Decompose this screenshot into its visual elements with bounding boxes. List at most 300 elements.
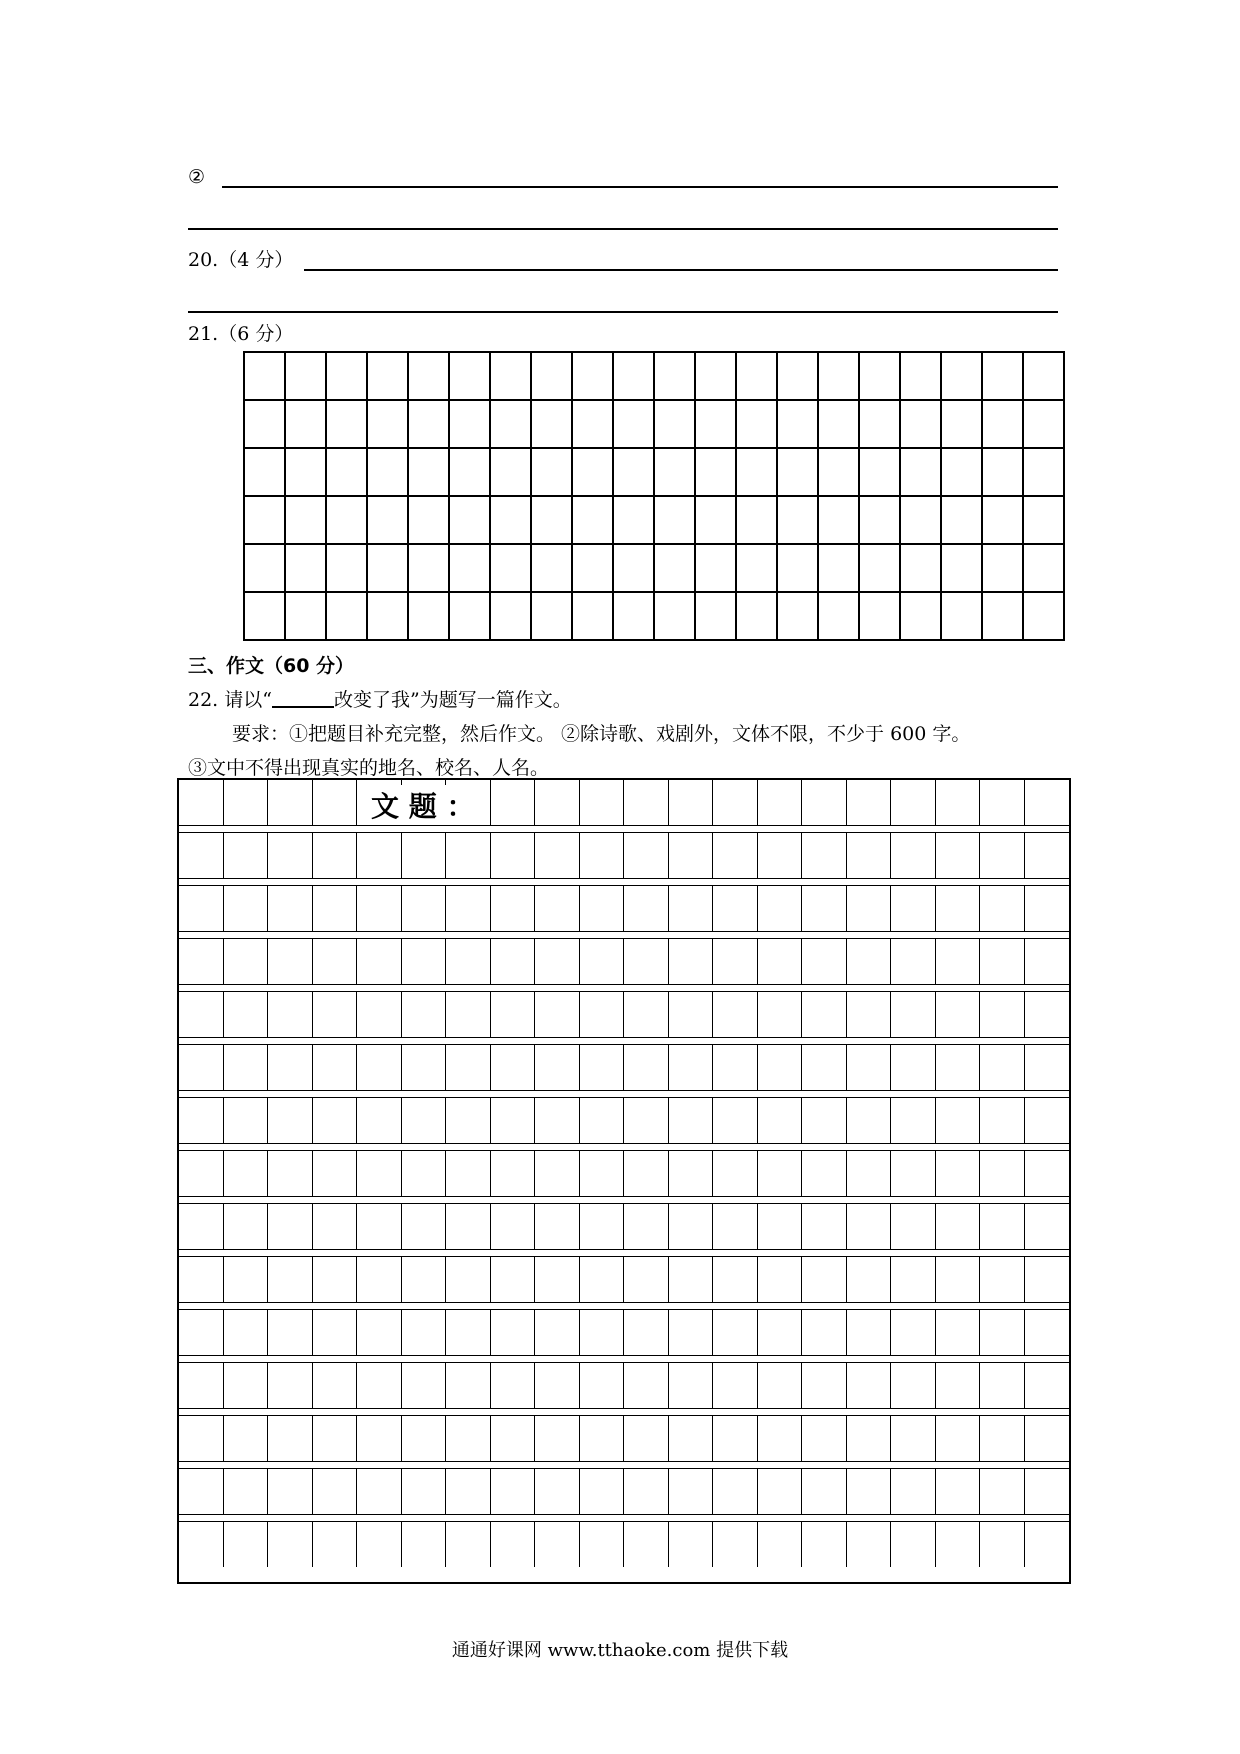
grid-cell[interactable]	[654, 592, 695, 640]
grid-cell[interactable]	[859, 352, 900, 400]
grid-cell[interactable]	[695, 400, 736, 448]
composition-cell[interactable]	[446, 1045, 491, 1090]
composition-cell[interactable]	[224, 1151, 269, 1196]
composition-cell[interactable]	[624, 939, 669, 984]
composition-cell[interactable]	[758, 992, 803, 1037]
composition-cell[interactable]	[802, 886, 847, 931]
composition-cell[interactable]	[357, 1522, 402, 1567]
composition-cell[interactable]	[624, 1363, 669, 1408]
grid-cell[interactable]	[818, 352, 859, 400]
composition-grid[interactable]	[177, 778, 1071, 1584]
composition-cell[interactable]	[402, 1363, 447, 1408]
composition-cell[interactable]	[580, 1098, 625, 1143]
composition-cell[interactable]	[402, 939, 447, 984]
composition-cell[interactable]	[491, 833, 536, 878]
composition-cell[interactable]	[980, 1204, 1025, 1249]
composition-cell[interactable]	[847, 1310, 892, 1355]
composition-cell[interactable]	[891, 992, 936, 1037]
composition-cell[interactable]	[224, 1045, 269, 1090]
composition-cell[interactable]	[491, 1045, 536, 1090]
composition-cell[interactable]	[847, 1469, 892, 1514]
grid-cell[interactable]	[285, 496, 326, 544]
composition-cell[interactable]	[268, 1098, 313, 1143]
composition-cell[interactable]	[491, 1098, 536, 1143]
composition-cell[interactable]	[268, 1257, 313, 1302]
composition-cell[interactable]	[936, 886, 981, 931]
composition-cell[interactable]	[535, 1045, 580, 1090]
composition-cell[interactable]	[402, 833, 447, 878]
grid-cell[interactable]	[285, 592, 326, 640]
composition-cell[interactable]	[402, 1469, 447, 1514]
composition-cell[interactable]	[580, 780, 625, 825]
composition-cell[interactable]	[758, 1045, 803, 1090]
composition-cell[interactable]	[535, 1522, 580, 1567]
grid-cell[interactable]	[736, 448, 777, 496]
composition-cell[interactable]	[624, 886, 669, 931]
composition-cell[interactable]	[402, 1416, 447, 1461]
grid-cell[interactable]	[531, 592, 572, 640]
composition-cell[interactable]	[980, 1469, 1025, 1514]
composition-cell[interactable]	[891, 1098, 936, 1143]
composition-cell[interactable]	[802, 1310, 847, 1355]
composition-cell[interactable]	[491, 992, 536, 1037]
composition-cell[interactable]	[268, 939, 313, 984]
composition-cell[interactable]	[313, 992, 358, 1037]
composition-cell[interactable]	[758, 1204, 803, 1249]
composition-cell[interactable]	[802, 1257, 847, 1302]
grid-cell[interactable]	[818, 400, 859, 448]
composition-cell[interactable]	[224, 833, 269, 878]
composition-cell[interactable]	[402, 1098, 447, 1143]
composition-cell[interactable]	[624, 992, 669, 1037]
composition-cell[interactable]	[179, 1416, 224, 1461]
grid-cell[interactable]	[777, 544, 818, 592]
composition-cell[interactable]	[357, 1257, 402, 1302]
composition-cell[interactable]	[535, 1257, 580, 1302]
composition-cell[interactable]	[624, 833, 669, 878]
composition-cell[interactable]	[802, 1522, 847, 1567]
composition-cell[interactable]	[491, 1151, 536, 1196]
grid-cell[interactable]	[736, 496, 777, 544]
title-blank[interactable]	[272, 688, 334, 708]
composition-cell[interactable]	[802, 1045, 847, 1090]
composition-cell[interactable]	[268, 1416, 313, 1461]
composition-cell[interactable]	[446, 886, 491, 931]
composition-cell[interactable]	[179, 1522, 224, 1567]
composition-cell[interactable]	[1025, 1151, 1070, 1196]
grid-cell[interactable]	[326, 448, 367, 496]
composition-cell[interactable]	[847, 1416, 892, 1461]
grid-cell[interactable]	[613, 352, 654, 400]
grid-cell[interactable]	[367, 544, 408, 592]
composition-cell[interactable]	[936, 1469, 981, 1514]
grid-cell[interactable]	[654, 400, 695, 448]
composition-cell[interactable]	[446, 1363, 491, 1408]
grid-cell[interactable]	[859, 544, 900, 592]
composition-cell[interactable]	[268, 780, 313, 825]
grid-cell[interactable]	[531, 352, 572, 400]
composition-cell[interactable]	[713, 886, 758, 931]
composition-cell[interactable]	[758, 1469, 803, 1514]
composition-cell[interactable]	[224, 886, 269, 931]
grid-cell[interactable]	[367, 592, 408, 640]
grid-cell[interactable]	[695, 448, 736, 496]
composition-cell[interactable]	[357, 1469, 402, 1514]
composition-cell[interactable]	[580, 939, 625, 984]
grid-cell[interactable]	[941, 352, 982, 400]
composition-cell[interactable]	[179, 1204, 224, 1249]
grid-cell[interactable]	[531, 400, 572, 448]
composition-cell[interactable]	[446, 1416, 491, 1461]
grid-cell[interactable]	[777, 352, 818, 400]
composition-cell[interactable]	[313, 780, 358, 825]
composition-cell[interactable]	[891, 1204, 936, 1249]
grid-cell[interactable]	[326, 592, 367, 640]
composition-cell[interactable]	[224, 1310, 269, 1355]
grid-cell[interactable]	[244, 448, 285, 496]
composition-cell[interactable]	[1025, 1416, 1070, 1461]
composition-cell[interactable]	[313, 1204, 358, 1249]
composition-cell[interactable]	[936, 1204, 981, 1249]
composition-cell[interactable]	[713, 1151, 758, 1196]
composition-cell[interactable]	[268, 886, 313, 931]
grid-cell[interactable]	[572, 496, 613, 544]
composition-cell[interactable]	[758, 833, 803, 878]
composition-cell[interactable]	[980, 833, 1025, 878]
grid-cell[interactable]	[654, 448, 695, 496]
composition-cell[interactable]	[268, 1151, 313, 1196]
composition-cell[interactable]	[446, 1204, 491, 1249]
grid-cell[interactable]	[613, 544, 654, 592]
composition-cell[interactable]	[1025, 780, 1070, 825]
composition-cell[interactable]	[580, 1045, 625, 1090]
grid-cell[interactable]	[449, 448, 490, 496]
grid-cell[interactable]	[900, 544, 941, 592]
grid-cell[interactable]	[941, 592, 982, 640]
composition-cell[interactable]	[1025, 992, 1070, 1037]
composition-cell[interactable]	[535, 1204, 580, 1249]
answer-line[interactable]	[304, 269, 1058, 271]
composition-cell[interactable]	[357, 992, 402, 1037]
grid-cell[interactable]	[531, 544, 572, 592]
grid-cell[interactable]	[285, 400, 326, 448]
grid-cell[interactable]	[900, 400, 941, 448]
composition-cell[interactable]	[980, 1257, 1025, 1302]
composition-cell[interactable]	[624, 1098, 669, 1143]
composition-cell[interactable]	[313, 1522, 358, 1567]
composition-cell[interactable]	[624, 1257, 669, 1302]
grid-cell[interactable]	[531, 496, 572, 544]
composition-cell[interactable]	[891, 939, 936, 984]
composition-cell[interactable]	[891, 1416, 936, 1461]
composition-cell[interactable]	[268, 1522, 313, 1567]
composition-cell[interactable]	[847, 1098, 892, 1143]
composition-cell[interactable]	[713, 1469, 758, 1514]
grid-cell[interactable]	[777, 592, 818, 640]
grid-cell[interactable]	[449, 544, 490, 592]
composition-cell[interactable]	[1025, 1204, 1070, 1249]
composition-cell[interactable]	[402, 1310, 447, 1355]
composition-cell[interactable]	[313, 1469, 358, 1514]
composition-cell[interactable]	[936, 1045, 981, 1090]
composition-cell[interactable]	[357, 1416, 402, 1461]
composition-cell[interactable]	[313, 1045, 358, 1090]
composition-cell[interactable]	[936, 939, 981, 984]
grid-cell[interactable]	[654, 496, 695, 544]
composition-cell[interactable]	[758, 939, 803, 984]
grid-cell[interactable]	[408, 544, 449, 592]
composition-cell[interactable]	[179, 1045, 224, 1090]
composition-cell[interactable]	[980, 1151, 1025, 1196]
composition-cell[interactable]	[491, 1310, 536, 1355]
composition-cell[interactable]	[224, 780, 269, 825]
grid-cell[interactable]	[941, 496, 982, 544]
composition-cell[interactable]	[669, 1416, 714, 1461]
composition-cell[interactable]	[847, 833, 892, 878]
grid-cell[interactable]	[982, 448, 1023, 496]
grid-cell[interactable]	[572, 544, 613, 592]
composition-cell[interactable]	[313, 1151, 358, 1196]
composition-cell[interactable]	[535, 780, 580, 825]
composition-cell[interactable]	[313, 886, 358, 931]
composition-cell[interactable]	[936, 1416, 981, 1461]
composition-cell[interactable]	[847, 992, 892, 1037]
composition-cell[interactable]	[802, 1098, 847, 1143]
composition-cell[interactable]	[624, 1416, 669, 1461]
composition-cell[interactable]	[224, 1257, 269, 1302]
composition-cell[interactable]	[847, 1151, 892, 1196]
grid-cell[interactable]	[490, 400, 531, 448]
composition-cell[interactable]	[669, 1469, 714, 1514]
composition-cell[interactable]	[758, 886, 803, 931]
composition-cell[interactable]	[891, 833, 936, 878]
grid-cell[interactable]	[572, 448, 613, 496]
composition-cell[interactable]	[402, 1045, 447, 1090]
composition-cell[interactable]	[980, 1416, 1025, 1461]
grid-cell[interactable]	[244, 496, 285, 544]
composition-cell[interactable]	[224, 1522, 269, 1567]
composition-cell[interactable]	[224, 1416, 269, 1461]
composition-cell[interactable]	[268, 1045, 313, 1090]
grid-cell[interactable]	[449, 496, 490, 544]
composition-cell[interactable]	[891, 780, 936, 825]
composition-cell[interactable]	[313, 1416, 358, 1461]
composition-cell[interactable]	[1025, 1045, 1070, 1090]
composition-cell[interactable]	[847, 1257, 892, 1302]
composition-cell[interactable]	[980, 1363, 1025, 1408]
grid-cell[interactable]	[408, 592, 449, 640]
composition-cell[interactable]	[179, 1098, 224, 1143]
composition-cell[interactable]	[624, 780, 669, 825]
composition-cell[interactable]	[802, 1204, 847, 1249]
composition-cell[interactable]	[179, 780, 224, 825]
grid-cell[interactable]	[326, 544, 367, 592]
composition-cell[interactable]	[713, 780, 758, 825]
grid-cell[interactable]	[326, 352, 367, 400]
grid-cell[interactable]	[982, 496, 1023, 544]
composition-cell[interactable]	[446, 1522, 491, 1567]
composition-cell[interactable]	[802, 1151, 847, 1196]
grid-cell[interactable]	[982, 400, 1023, 448]
composition-cell[interactable]	[891, 1469, 936, 1514]
composition-cell[interactable]	[980, 1045, 1025, 1090]
composition-cell[interactable]	[669, 833, 714, 878]
composition-cell[interactable]	[936, 1310, 981, 1355]
composition-cell[interactable]	[313, 1363, 358, 1408]
grid-cell[interactable]	[449, 592, 490, 640]
composition-cell[interactable]	[224, 1469, 269, 1514]
grid-cell[interactable]	[449, 352, 490, 400]
composition-cell[interactable]	[1025, 939, 1070, 984]
composition-cell[interactable]	[847, 1363, 892, 1408]
composition-cell[interactable]	[491, 1204, 536, 1249]
composition-cell[interactable]	[758, 780, 803, 825]
grid-cell[interactable]	[900, 352, 941, 400]
grid-cell[interactable]	[859, 448, 900, 496]
composition-cell[interactable]	[580, 886, 625, 931]
composition-cell[interactable]	[446, 1310, 491, 1355]
composition-cell[interactable]	[491, 1416, 536, 1461]
composition-cell[interactable]	[669, 1257, 714, 1302]
composition-cell[interactable]	[713, 992, 758, 1037]
composition-cell[interactable]	[802, 1416, 847, 1461]
composition-cell[interactable]	[713, 1416, 758, 1461]
composition-cell[interactable]	[624, 1045, 669, 1090]
grid-cell[interactable]	[1023, 544, 1064, 592]
grid-cell[interactable]	[244, 400, 285, 448]
composition-cell[interactable]	[357, 939, 402, 984]
composition-cell[interactable]	[268, 833, 313, 878]
composition-cell[interactable]	[580, 1522, 625, 1567]
composition-cell[interactable]	[580, 1416, 625, 1461]
composition-cell[interactable]	[980, 780, 1025, 825]
composition-cell[interactable]	[891, 1045, 936, 1090]
composition-cell[interactable]	[713, 1204, 758, 1249]
composition-cell[interactable]	[179, 833, 224, 878]
grid-cell[interactable]	[613, 592, 654, 640]
grid-cell[interactable]	[285, 448, 326, 496]
composition-cell[interactable]	[624, 1204, 669, 1249]
grid-cell[interactable]	[408, 352, 449, 400]
composition-cell[interactable]	[936, 1257, 981, 1302]
composition-cell[interactable]	[847, 780, 892, 825]
grid-cell[interactable]	[982, 592, 1023, 640]
composition-cell[interactable]	[224, 1363, 269, 1408]
composition-cell[interactable]	[669, 1363, 714, 1408]
grid-cell[interactable]	[367, 496, 408, 544]
composition-cell[interactable]	[446, 833, 491, 878]
composition-cell[interactable]	[535, 1151, 580, 1196]
composition-cell[interactable]	[357, 1363, 402, 1408]
composition-cell[interactable]	[713, 833, 758, 878]
composition-cell[interactable]	[580, 1363, 625, 1408]
composition-cell[interactable]	[313, 1098, 358, 1143]
composition-cell[interactable]	[580, 1204, 625, 1249]
composition-cell[interactable]	[891, 1257, 936, 1302]
composition-cell[interactable]	[891, 1522, 936, 1567]
composition-cell[interactable]	[357, 1204, 402, 1249]
composition-cell[interactable]	[713, 1045, 758, 1090]
answer-line[interactable]	[222, 186, 1058, 188]
grid-cell[interactable]	[982, 352, 1023, 400]
grid-cell[interactable]	[244, 544, 285, 592]
composition-cell[interactable]	[446, 992, 491, 1037]
grid-cell[interactable]	[490, 592, 531, 640]
grid-cell[interactable]	[736, 544, 777, 592]
composition-cell[interactable]	[847, 1204, 892, 1249]
grid-cell[interactable]	[941, 544, 982, 592]
composition-cell[interactable]	[491, 886, 536, 931]
composition-cell[interactable]	[758, 1522, 803, 1567]
composition-cell[interactable]	[446, 1257, 491, 1302]
grid-cell[interactable]	[613, 448, 654, 496]
composition-cell[interactable]	[936, 1363, 981, 1408]
composition-cell[interactable]	[580, 833, 625, 878]
composition-cell[interactable]	[446, 939, 491, 984]
answer-grid-q21[interactable]	[243, 351, 1065, 641]
composition-cell[interactable]	[535, 833, 580, 878]
composition-cell[interactable]	[713, 1310, 758, 1355]
composition-cell[interactable]	[802, 1363, 847, 1408]
grid-cell[interactable]	[818, 448, 859, 496]
composition-cell[interactable]	[713, 1522, 758, 1567]
composition-cell[interactable]	[179, 1151, 224, 1196]
composition-cell[interactable]	[402, 1257, 447, 1302]
grid-cell[interactable]	[695, 352, 736, 400]
composition-cell[interactable]	[580, 1257, 625, 1302]
composition-cell[interactable]	[580, 1151, 625, 1196]
composition-cell[interactable]	[491, 780, 536, 825]
grid-cell[interactable]	[777, 448, 818, 496]
composition-cell[interactable]	[179, 1310, 224, 1355]
grid-cell[interactable]	[572, 592, 613, 640]
composition-cell[interactable]	[758, 1098, 803, 1143]
composition-cell[interactable]	[802, 939, 847, 984]
composition-cell[interactable]	[1025, 1522, 1070, 1567]
grid-cell[interactable]	[1023, 448, 1064, 496]
grid-cell[interactable]	[1023, 400, 1064, 448]
grid-cell[interactable]	[490, 448, 531, 496]
grid-cell[interactable]	[777, 400, 818, 448]
grid-cell[interactable]	[941, 400, 982, 448]
composition-cell[interactable]	[179, 1257, 224, 1302]
composition-cell[interactable]	[669, 1045, 714, 1090]
composition-cell[interactable]	[268, 992, 313, 1037]
composition-cell[interactable]	[268, 1310, 313, 1355]
composition-cell[interactable]	[535, 1469, 580, 1514]
grid-cell[interactable]	[1023, 592, 1064, 640]
composition-cell[interactable]	[891, 1151, 936, 1196]
grid-cell[interactable]	[244, 352, 285, 400]
grid-cell[interactable]	[531, 448, 572, 496]
grid-cell[interactable]	[859, 400, 900, 448]
grid-cell[interactable]	[367, 400, 408, 448]
composition-cell[interactable]	[1025, 1469, 1070, 1514]
grid-cell[interactable]	[695, 592, 736, 640]
grid-cell[interactable]	[408, 400, 449, 448]
composition-cell[interactable]	[713, 1098, 758, 1143]
composition-cell[interactable]	[491, 1363, 536, 1408]
composition-cell[interactable]	[980, 1098, 1025, 1143]
composition-cell[interactable]	[802, 1469, 847, 1514]
composition-cell[interactable]	[224, 992, 269, 1037]
grid-cell[interactable]	[654, 352, 695, 400]
composition-cell[interactable]	[758, 1310, 803, 1355]
grid-cell[interactable]	[285, 352, 326, 400]
composition-cell[interactable]	[758, 1416, 803, 1461]
composition-cell[interactable]	[402, 1204, 447, 1249]
composition-cell[interactable]	[891, 886, 936, 931]
